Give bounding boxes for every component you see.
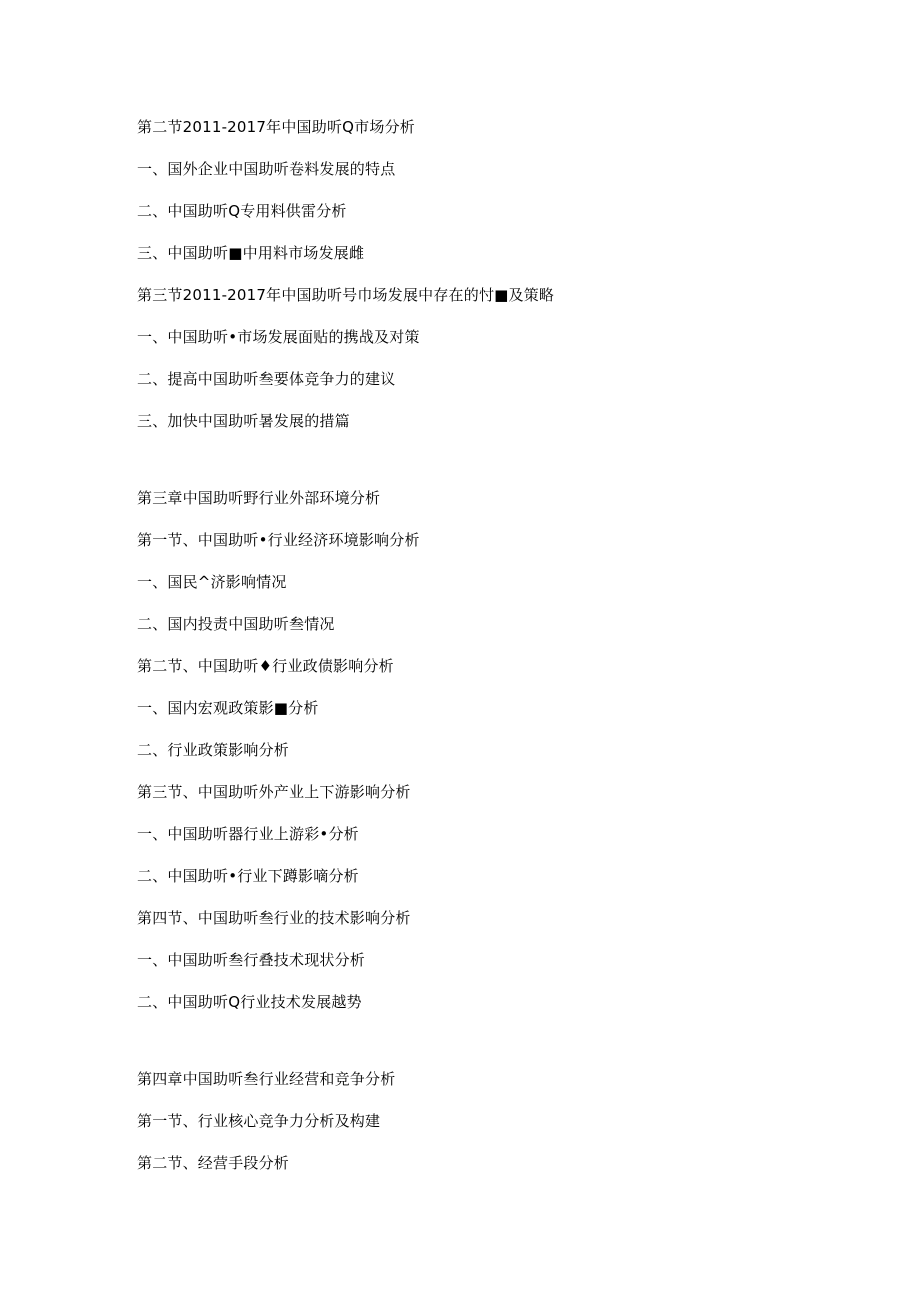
toc-item: 三、中国助听■中用料市场发展雌 (137, 244, 365, 262)
toc-item: 一、国民^济影响情况 (137, 573, 287, 591)
toc-item: 一、中国助听•市场发展面贴的携战及对策 (137, 328, 420, 346)
toc-item: 二、国内投责中国助听叁情况 (137, 615, 335, 633)
toc-item: 一、国内宏观政策影■分析 (137, 699, 319, 717)
section-heading: 第二节2011-2017年中国助听Q市场分析 (137, 118, 415, 136)
section-heading: 第三节、中国助听外产业上下游影响分析 (137, 783, 411, 801)
chapter-heading: 第三章中国助听野行业外部环境分析 (137, 489, 381, 507)
chapter-heading: 第四章中国助听叁行业经营和竞争分析 (137, 1070, 396, 1088)
toc-item: 一、国外企业中国助听卷料发展的特点 (137, 160, 396, 178)
section-heading: 第三节2011-2017年中国助听号巾场发展中存在的忖■及策略 (137, 286, 555, 304)
toc-item: 二、提高中国助听叁要体竞争力的建议 (137, 370, 396, 388)
toc-item: 二、中国助听Q行业技术发展越势 (137, 993, 362, 1011)
toc-item: 一、中国助听叁行叠技术现状分析 (137, 951, 366, 969)
toc-item: 二、行业政策影响分析 (137, 741, 290, 759)
section-heading: 第四节、中国助听叁行业的技术影响分析 (137, 909, 411, 927)
section-heading: 第一节、中国助听•行业经济环境影响分析 (137, 531, 420, 549)
section-heading: 第二节、经营手段分析 (137, 1154, 290, 1172)
section-heading: 第二节、中国助听♦行业政债影响分析 (137, 657, 394, 675)
toc-item: 三、加快中国助听暑发展的措篇 (137, 412, 350, 430)
toc-item: 一、中国助听器行业上游彩•分析 (137, 825, 359, 843)
toc-item: 二、中国助听Q专用料供雷分析 (137, 202, 347, 220)
toc-item: 二、中国助听•行业下蹲影嘀分析 (137, 867, 359, 885)
section-heading: 第一节、行业核心竞争力分析及构建 (137, 1112, 381, 1130)
